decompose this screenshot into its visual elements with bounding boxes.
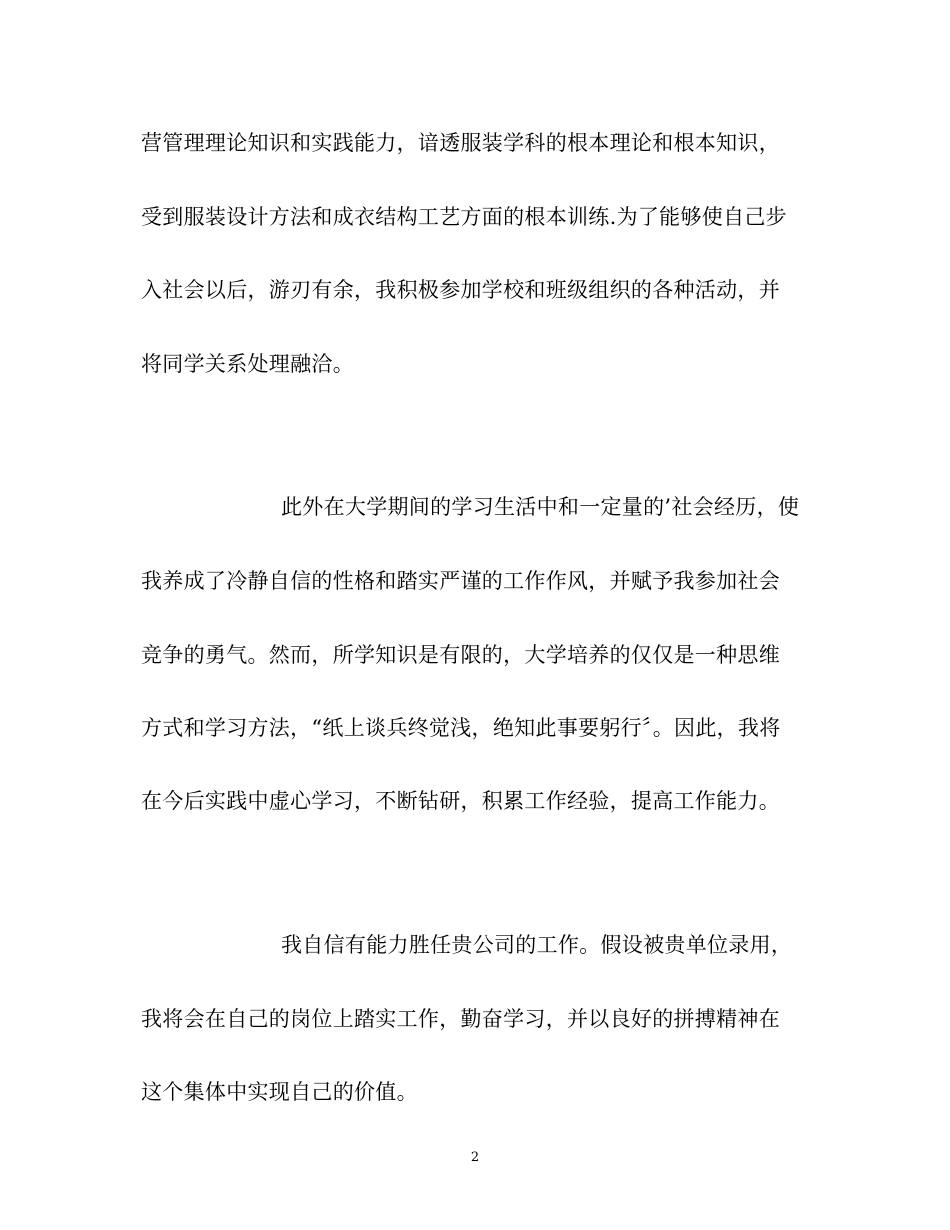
paragraph-1-line-2: 受到服装设计方法和成衣结构工艺方面的根本训练.为了能够使自己步 [141,205,787,229]
paragraph-2-line-4: 方式和学习方法，“纸上谈兵终觉浅，绝知此事要躬行〞。因此，我将 [141,716,781,740]
paragraph-3-line-2: 我将会在自己的岗位上踏实工作，勤奋学习，并以良好的拼搏精神在 [141,1007,780,1031]
paragraph-2-line-3: 竞争的勇气。然而，所学知识是有限的，大学培养的仅仅是一种思维 [141,643,780,667]
paragraph-2-line-2: 我养成了冷静自信的性格和踏实严谨的工作作风，并赋予我参加社会 [141,569,780,593]
paragraph-1-line-1: 营管理理论知识和实践能力，谙透服装学科的根本理论和根本知识， [141,131,780,155]
paragraph-2-line-1: 此外在大学期间的学习生活中和一定量的’社会经历，使 [281,495,800,519]
paragraph-3-line-1: 我自信有能力胜任贵公司的工作。假设被贵单位录用， [281,933,793,957]
paragraph-3-line-3: 这个集体中实现自己的价值。 [141,1080,418,1104]
paragraph-1-line-4: 将同学关系处理融洽。 [141,352,354,376]
page-number: 2 [470,1150,480,1165]
paragraph-2-line-5: 在今后实践中虚心学习，不断钻研，积累工作经验，提高工作能力。 [141,789,780,813]
paragraph-1-line-3: 入社会以后，游刃有余，我积极参加学校和班级组织的各种活动，并 [141,278,780,302]
